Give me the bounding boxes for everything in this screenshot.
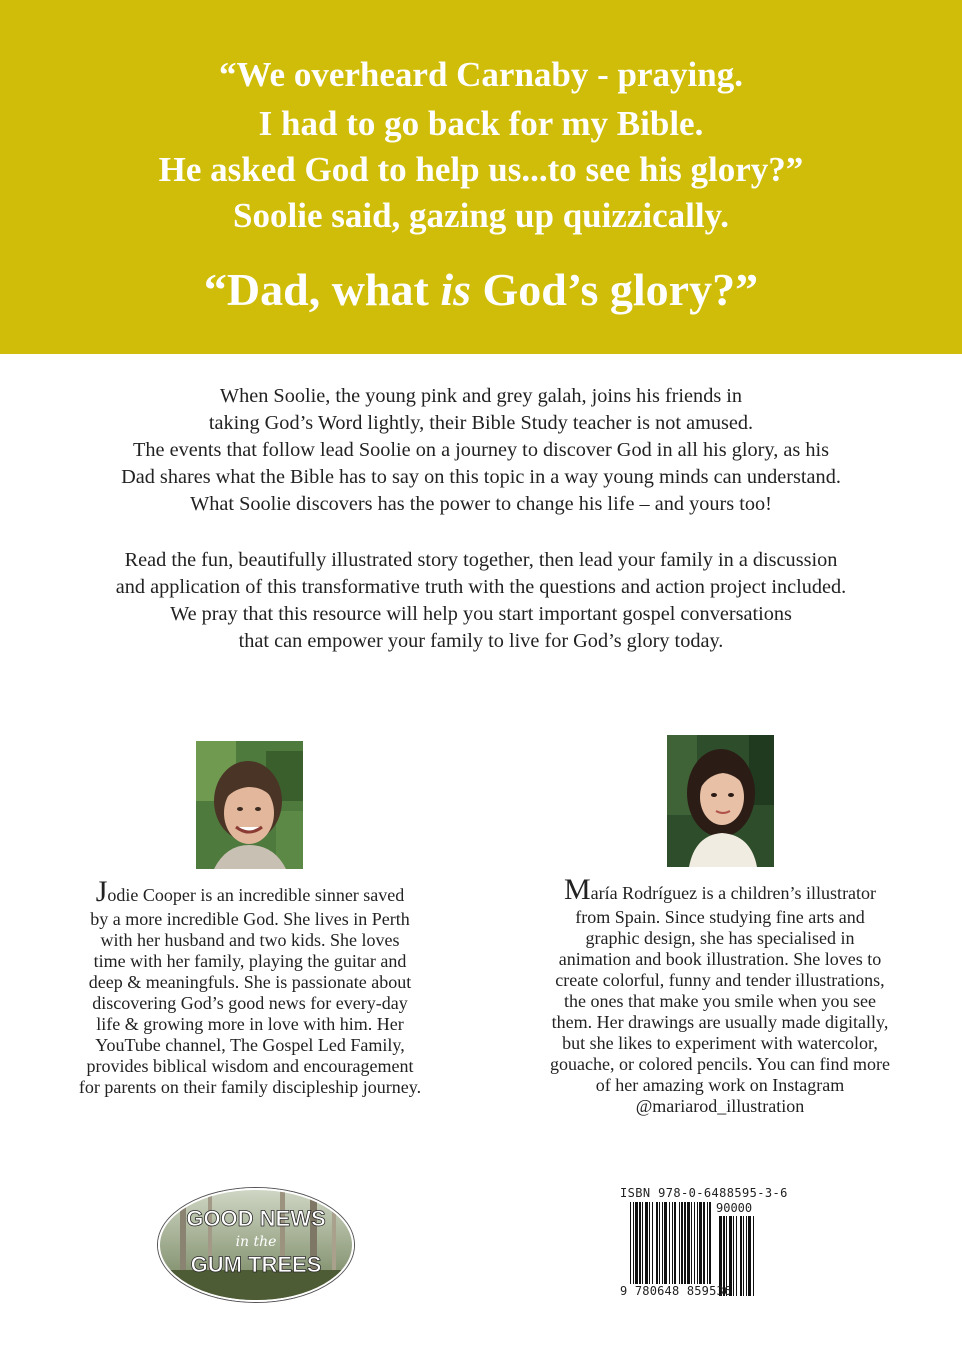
isbn-label: ISBN 978-0-6488595-3-6 xyxy=(620,1186,788,1200)
bio-line: gouache, or colored pencils. You can find more xyxy=(550,1054,890,1074)
barcode-bar xyxy=(639,1202,641,1284)
bio-line: provides biblical wisdom and encouragement xyxy=(86,1056,414,1076)
bio-line: Jodie Cooper is an incredible sinner saved xyxy=(95,875,405,908)
bio-line: time with her family, playing the guitar and xyxy=(93,951,407,971)
quote-line-2: I had to go back for my Bible. xyxy=(258,104,704,143)
barcode-bar xyxy=(699,1202,702,1284)
barcode-addon-bar xyxy=(746,1216,747,1296)
bio-line: @mariarod_illustration xyxy=(635,1096,805,1116)
barcode-addon-bar xyxy=(753,1216,754,1296)
blurb-line: and application of this transformative truth with the questions and action project included. xyxy=(115,576,847,598)
bio-initial: J xyxy=(95,875,108,908)
bio-line: of her amazing work on Instagram xyxy=(595,1075,845,1095)
barcode-addon-bar xyxy=(743,1216,744,1296)
isbn-barcode xyxy=(620,1186,788,1298)
publisher-logo xyxy=(158,1188,354,1302)
bio-line: with her husband and two kids. She loves xyxy=(100,930,400,950)
barcode-bar xyxy=(662,1202,663,1284)
question-after: God’s glory?” xyxy=(471,264,759,315)
barcode-bar xyxy=(679,1202,680,1284)
barcode-bar xyxy=(687,1202,690,1284)
bio-line: deep & meaningfuls. She is passionate about xyxy=(88,972,412,992)
quote-line-1: “We overheard Carnaby - praying. xyxy=(218,55,743,94)
bio-line: graphic design, she has specialised in xyxy=(585,928,855,948)
bio-line: animation and book illustration. She loves to xyxy=(558,949,882,969)
bio-initial: M xyxy=(563,873,591,906)
barcode-bar xyxy=(672,1202,673,1284)
barcode-addon-bar xyxy=(733,1216,734,1296)
barcode-bar xyxy=(642,1202,643,1284)
bio-line: by a more incredible God. She lives in Perth xyxy=(90,909,410,929)
barcode-addon-number: 90000 xyxy=(716,1201,753,1215)
barcode-bar xyxy=(694,1202,695,1284)
logo-line1: GOOD NEWS xyxy=(186,1206,326,1231)
blurb-line: We pray that this resource will help you start important gospel conversations xyxy=(170,603,792,625)
question-before: “Dad, what xyxy=(203,264,441,315)
barcode-bars-icon xyxy=(620,1186,788,1298)
logo-line3: GUM TREES xyxy=(190,1252,322,1277)
quote-banner xyxy=(0,0,962,354)
blurb-line: Dad shares what the Bible has to say on this topic in a way young minds can understand. xyxy=(121,466,841,488)
barcode-addon-bar xyxy=(748,1216,751,1296)
barcode-bar xyxy=(659,1202,660,1284)
quote-line-4: Soolie said, gazing up quizzically. xyxy=(233,196,729,235)
blurb-line: The events that follow lead Soolie on a journey to discover God in all his glory, as his xyxy=(133,439,829,461)
blurb-line: that can empower your family to live for God’s glory today. xyxy=(238,630,724,652)
bio-line: for parents on their family discipleship journey. xyxy=(78,1077,422,1097)
barcode-bar xyxy=(630,1202,631,1284)
author-photo xyxy=(196,741,303,869)
author-portrait-icon xyxy=(196,741,303,869)
blurb-line: What Soolie discovers has the power to change his life – and yours too! xyxy=(190,493,772,515)
gum-trees-logo-icon xyxy=(160,1190,352,1300)
barcode-bar xyxy=(645,1202,648,1284)
barcode-bar xyxy=(707,1202,708,1284)
question-emphasis: is xyxy=(440,264,472,315)
bio-line: YouTube channel, The Gospel Led Family, xyxy=(95,1035,405,1055)
barcode-bar xyxy=(684,1202,686,1284)
bio-line: create colorful, funny and tender illustrations, xyxy=(555,970,885,990)
barcode-bar xyxy=(669,1202,670,1284)
quote-question xyxy=(0,264,962,316)
quote-line-3: He asked God to help us...to see his glory?” xyxy=(158,150,804,189)
barcode-addon-bar xyxy=(740,1216,742,1296)
illustrator-photo xyxy=(667,735,774,867)
blurb-line: taking God’s Word lightly, their Bible Study teacher is not amused. xyxy=(208,412,754,434)
barcode-bar xyxy=(635,1202,638,1284)
barcode-bar xyxy=(656,1202,658,1284)
barcode-bar xyxy=(703,1202,705,1284)
barcode-bar xyxy=(691,1202,692,1284)
bio-line: the ones that make you smile when you see xyxy=(564,991,876,1011)
bio-line: them. Her drawings are usually made digitally, xyxy=(551,1012,889,1032)
blurb-line: When Soolie, the young pink and grey galah, joins his friends in xyxy=(219,385,743,407)
blurb-line: Read the fun, beautifully illustrated story together, then lead your family in a discussion xyxy=(124,549,838,571)
logo-line2: in the xyxy=(235,1234,277,1250)
barcode-bar xyxy=(709,1202,711,1284)
barcode-bar xyxy=(674,1202,676,1284)
barcode-bar xyxy=(633,1202,634,1284)
barcode-bar xyxy=(681,1202,683,1284)
barcode-bar xyxy=(664,1202,667,1284)
barcode-bar xyxy=(649,1202,650,1284)
bio-line: discovering God’s good news for every-day xyxy=(92,993,408,1013)
barcode-addon-bar xyxy=(736,1216,737,1296)
barcode-ean-number: 9 780648 859536 xyxy=(620,1284,732,1298)
bio-line: from Spain. Since studying fine arts and xyxy=(575,907,865,927)
illustrator-portrait-icon xyxy=(667,735,774,867)
bio-line: but she likes to experiment with watercolor, xyxy=(562,1033,878,1053)
barcode-bar xyxy=(652,1202,653,1284)
bio-line: life & growing more in love with him. Her xyxy=(96,1014,404,1034)
bio-line: María Rodríguez is a children’s illustrator xyxy=(563,873,877,906)
barcode-bar xyxy=(697,1202,698,1284)
